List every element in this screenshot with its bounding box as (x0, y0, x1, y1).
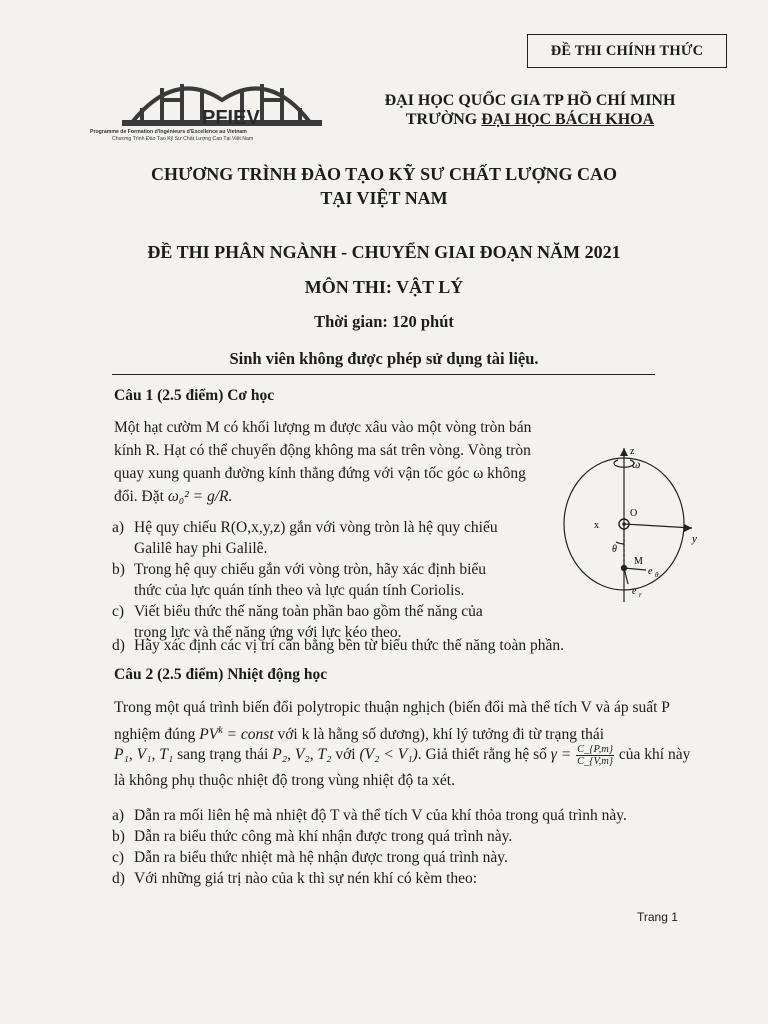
state1: P₁, V₁, T₁ (114, 746, 174, 764)
q2-line3-c: . Giả thiết rằng hệ số (417, 746, 551, 764)
logo-caption-fr: Programme de Formation d'Ingénieurs d'Excellence au Vietnam (90, 129, 247, 135)
q2-paragraph-line4: là không phụ thuộc nhiệt độ trong vùng nhiệt độ ta xét. (114, 772, 455, 789)
q2-paragraph-line2 (114, 720, 604, 746)
exam-note: Sinh viên không được phép sử dụng tài liệu. (229, 349, 539, 368)
logo-caption-vi: Chương Trình Đào Tạo Kỹ Sư Chất Lượng Cao Tại Việt Nam (112, 136, 254, 142)
rotating-ring-diagram (552, 446, 722, 606)
state2: P₂, V₂, T₂ (272, 746, 332, 764)
q1-intro-line2: kính R. Hạt có thể chuyển động không ma sát trên vòng. Vòng tròn (114, 442, 531, 459)
gamma-fraction (576, 744, 614, 767)
q2-item-a (112, 805, 692, 826)
university-name: ĐẠI HỌC QUỐC GIA TP HỒ CHÍ MINH (384, 92, 676, 109)
e-theta-label: e (648, 566, 653, 577)
item-text-line2: trọng lực và thế năng ứng với lực kéo theo. (134, 624, 402, 641)
school-name-underlined: ĐẠI HỌC BÁCH KHOA (481, 111, 655, 128)
item-text: Dẫn ra mối liên hệ mà nhiệt độ T và thể tích V của khí thỏa trong quá trình này. (134, 807, 627, 824)
theta-label: θ (612, 544, 617, 555)
q1-intro-line4-prefix: đổi. Đặt (114, 488, 168, 505)
z-arrow-head-icon (620, 448, 628, 456)
bead-m (621, 565, 627, 571)
item-label: d) (112, 637, 125, 654)
item-text-line1: Trong hệ quy chiếu gắn với vòng tròn, hãy xác định biểu (134, 561, 487, 578)
school-prefix: TRƯỜNG (405, 111, 482, 128)
item-text-line1: Viết biểu thức thế năng toàn phần bao gồm thế năng của (134, 603, 483, 620)
q1-item-a (112, 517, 552, 559)
x-label: x (594, 520, 599, 531)
q2-line3-d: của khí này (615, 746, 691, 764)
gamma-symbol: γ = (550, 746, 576, 764)
item-text-line1: Hệ quy chiếu R(O,x,y,z) gắn với vòng tròn là hệ quy chiếu (134, 519, 498, 536)
official-exam-stamp (527, 34, 727, 68)
item-text: Dẫn ra biểu thức nhiệt mà hệ nhận được trong quá trình này. (134, 849, 508, 866)
m-label: M (634, 556, 643, 567)
header-divider (112, 374, 655, 375)
e-theta-vector (624, 568, 646, 570)
item-label: a) (112, 807, 125, 824)
origin-label: O (630, 508, 638, 519)
q2-line3-a: sang trạng thái (173, 746, 273, 764)
exam-subject: MÔN THI: VẬT LÝ (304, 277, 464, 297)
program-title-line2: TẠI VIỆT NAM (320, 188, 448, 208)
q2-item-c (112, 847, 692, 868)
q2-item-d (112, 868, 692, 889)
item-label: b) (112, 828, 125, 845)
omega-definition-formula: ω₀² = g/R. (167, 488, 233, 505)
e-theta-subscript: θ (655, 571, 659, 579)
formula-base: PV (199, 726, 219, 744)
y-label: y (692, 533, 697, 545)
item-label: b) (112, 561, 125, 578)
item-label: c) (112, 603, 125, 620)
item-text-line2: Galilê hay phi Galilê. (134, 540, 268, 557)
item-text-line1: Hãy xác định các vị trí cân bằng bền từ biểu thức thế năng toàn phần. (134, 637, 564, 654)
exam-duration: Thời gian: 120 phút (314, 312, 454, 331)
logo-brand: PFIEV (202, 107, 260, 129)
q1-intro-line4 (114, 486, 232, 508)
polytropic-formula (199, 726, 273, 743)
omega-label: ω (632, 457, 641, 471)
y-axis (624, 524, 692, 528)
q1-intro-line3: quay xung quanh đường kính thẳng đứng với vận tốc góc ω không (114, 465, 526, 482)
program-title-line1: CHƯƠNG TRÌNH ĐÀO TẠO KỸ SƯ CHẤT LƯỢNG CAO (150, 164, 618, 184)
item-label: a) (112, 519, 125, 536)
formula-tail: = const (222, 726, 274, 744)
z-label: z (630, 446, 635, 457)
q1-item-d (112, 635, 672, 656)
school-name (360, 111, 700, 129)
e-r-label: e (632, 586, 637, 597)
q2-line2-a: nghiệm đúng (114, 726, 200, 744)
exam-title: ĐỀ THI PHÂN NGÀNH - CHUYỂN GIAI ĐOẠN NĂM 2021 (147, 242, 621, 262)
q2-item-b (112, 826, 692, 847)
q2-line3-b: với (331, 746, 360, 764)
formula-exponent: k (218, 725, 223, 736)
q2-paragraph-line3 (114, 744, 690, 767)
item-text: Dẫn ra biểu thức công mà khí nhận được trong quá trình này. (134, 828, 513, 845)
q1-intro-line1: Một hạt cườm M có khối lượng m được xâu vào một vòng tròn bán (114, 419, 532, 436)
item-text-line2: thức của lực quán tính theo và lực quán tính Coriolis. (134, 582, 465, 599)
q2-line2-b: với k là hằng số dương), khí lý tưởng đi từ trạng thái (273, 726, 605, 744)
item-label: d) (112, 870, 125, 887)
y-arrow-head-icon (684, 524, 692, 532)
pfiev-logo (82, 70, 352, 148)
ring-diagram-svg (552, 446, 722, 606)
q2-title: Câu 2 (2.5 điểm) Nhiệt động học (114, 666, 328, 683)
volume-condition: (V₂ < V₁) (359, 746, 418, 764)
q2-paragraph-line1: Trong một quá trình biến đổi polytropic thuận nghịch (biến đổi mà thể tích V và áp suất P (114, 699, 670, 716)
origin-dot (622, 522, 626, 526)
q1-title: Câu 1 (2.5 điểm) Cơ học (114, 387, 275, 404)
item-label: c) (112, 849, 125, 866)
e-r-subscript: r (639, 591, 642, 599)
q1-item-b (112, 559, 552, 601)
gamma-denominator: C_{V,m} (577, 756, 614, 767)
item-text: Với những giá trị nào của k thì sự nén khí có kèm theo: (134, 870, 478, 887)
stamp-text: ĐỀ THI CHÍNH THỨC (550, 42, 704, 59)
theta-arc (616, 542, 624, 544)
page-number: Trang 1 (637, 910, 678, 924)
gamma-numerator: C_{P,m} (577, 744, 614, 755)
